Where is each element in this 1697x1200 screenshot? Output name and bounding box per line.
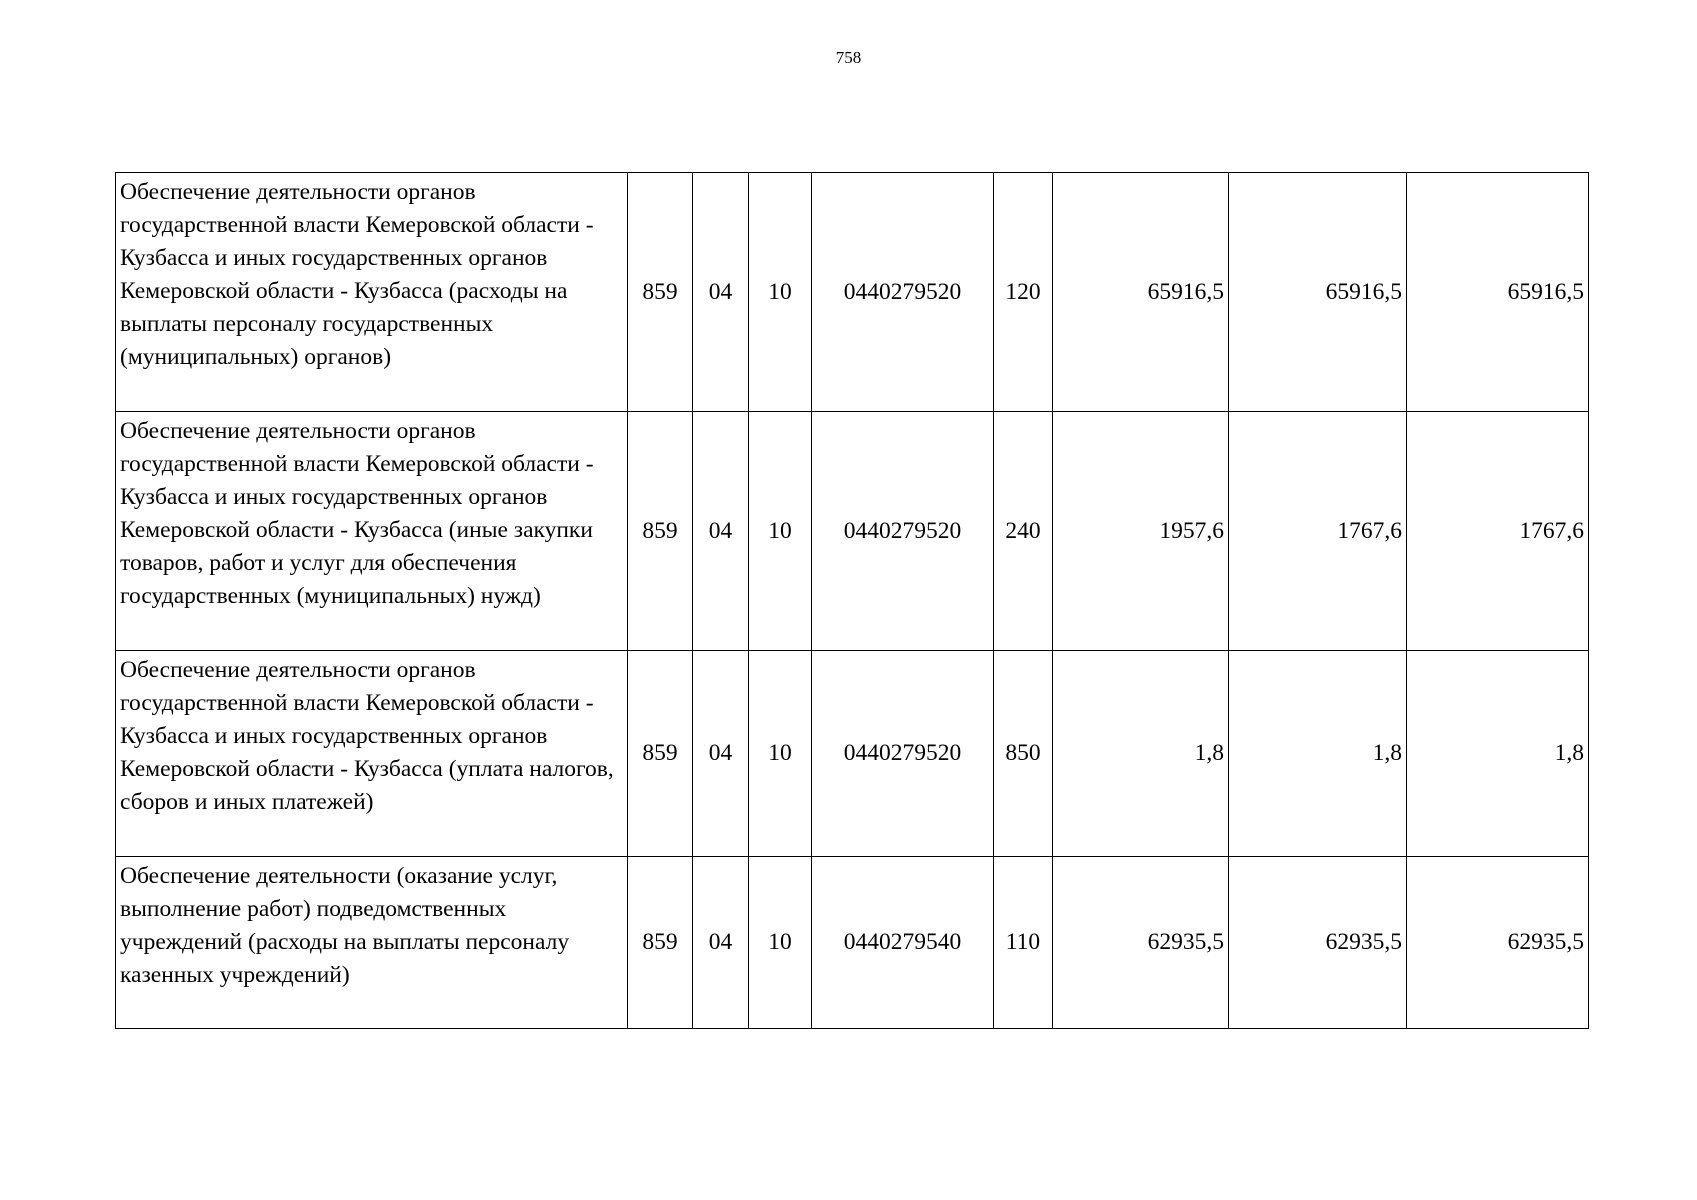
expense-type-code: 110 <box>994 857 1053 1029</box>
section-code: 04 <box>693 651 749 857</box>
target-article-code: 0440279540 <box>812 857 994 1029</box>
table-row <box>116 173 1589 412</box>
section-code: 04 <box>693 412 749 651</box>
ministry-code: 859 <box>628 651 693 857</box>
row-description: Обеспечение деятельности органов государственной власти Кемеровской области - Кузбасса и иных государственных органов Кемеровской области - Кузбасса (уплата налогов, сборов и иных платежей) <box>116 651 628 857</box>
row-description: Обеспечение деятельности органов государственной власти Кемеровской области - Кузбасса и иных государственных органов Кемеровской области - Кузбасса (расходы на выплаты персоналу государственных (муниципальных) органов) <box>116 173 628 412</box>
amount-1: 62935,5 <box>1053 857 1229 1029</box>
page-number: 758 <box>835 48 862 67</box>
target-article-code: 0440279520 <box>812 651 994 857</box>
subsection-code: 10 <box>749 173 812 412</box>
table-row <box>116 412 1589 651</box>
amount-1: 1957,6 <box>1053 412 1229 651</box>
row-description: Обеспечение деятельности органов государственной власти Кемеровской области - Кузбасса и иных государственных органов Кемеровской области - Кузбасса (иные закупки товаров, работ и услуг для обеспечения государственных (муниципальных) нужд) <box>116 412 628 651</box>
row-description: Обеспечение деятельности (оказание услуг, выполнение работ) подведомственных учреждений (расходы на выплаты персоналу казенных учреждений) <box>116 857 628 1029</box>
expense-type-code: 120 <box>994 173 1053 412</box>
amount-2: 62935,5 <box>1229 857 1407 1029</box>
amount-1: 1,8 <box>1053 651 1229 857</box>
table-row <box>116 651 1589 857</box>
amount-3: 1,8 <box>1407 651 1589 857</box>
amount-1: 65916,5 <box>1053 173 1229 412</box>
section-code: 04 <box>693 173 749 412</box>
target-article-code: 0440279520 <box>812 173 994 412</box>
table-row <box>116 857 1589 1029</box>
target-article-code: 0440279520 <box>812 412 994 651</box>
section-code: 04 <box>693 857 749 1029</box>
subsection-code: 10 <box>749 651 812 857</box>
amount-2: 65916,5 <box>1229 173 1407 412</box>
amount-3: 62935,5 <box>1407 857 1589 1029</box>
ministry-code: 859 <box>628 412 693 651</box>
amount-2: 1,8 <box>1229 651 1407 857</box>
amount-3: 65916,5 <box>1407 173 1589 412</box>
subsection-code: 10 <box>749 412 812 651</box>
amount-2: 1767,6 <box>1229 412 1407 651</box>
ministry-code: 859 <box>628 173 693 412</box>
budget-table <box>115 172 1589 1029</box>
amount-3: 1767,6 <box>1407 412 1589 651</box>
expense-type-code: 240 <box>994 412 1053 651</box>
ministry-code: 859 <box>628 857 693 1029</box>
subsection-code: 10 <box>749 857 812 1029</box>
expense-type-code: 850 <box>994 651 1053 857</box>
